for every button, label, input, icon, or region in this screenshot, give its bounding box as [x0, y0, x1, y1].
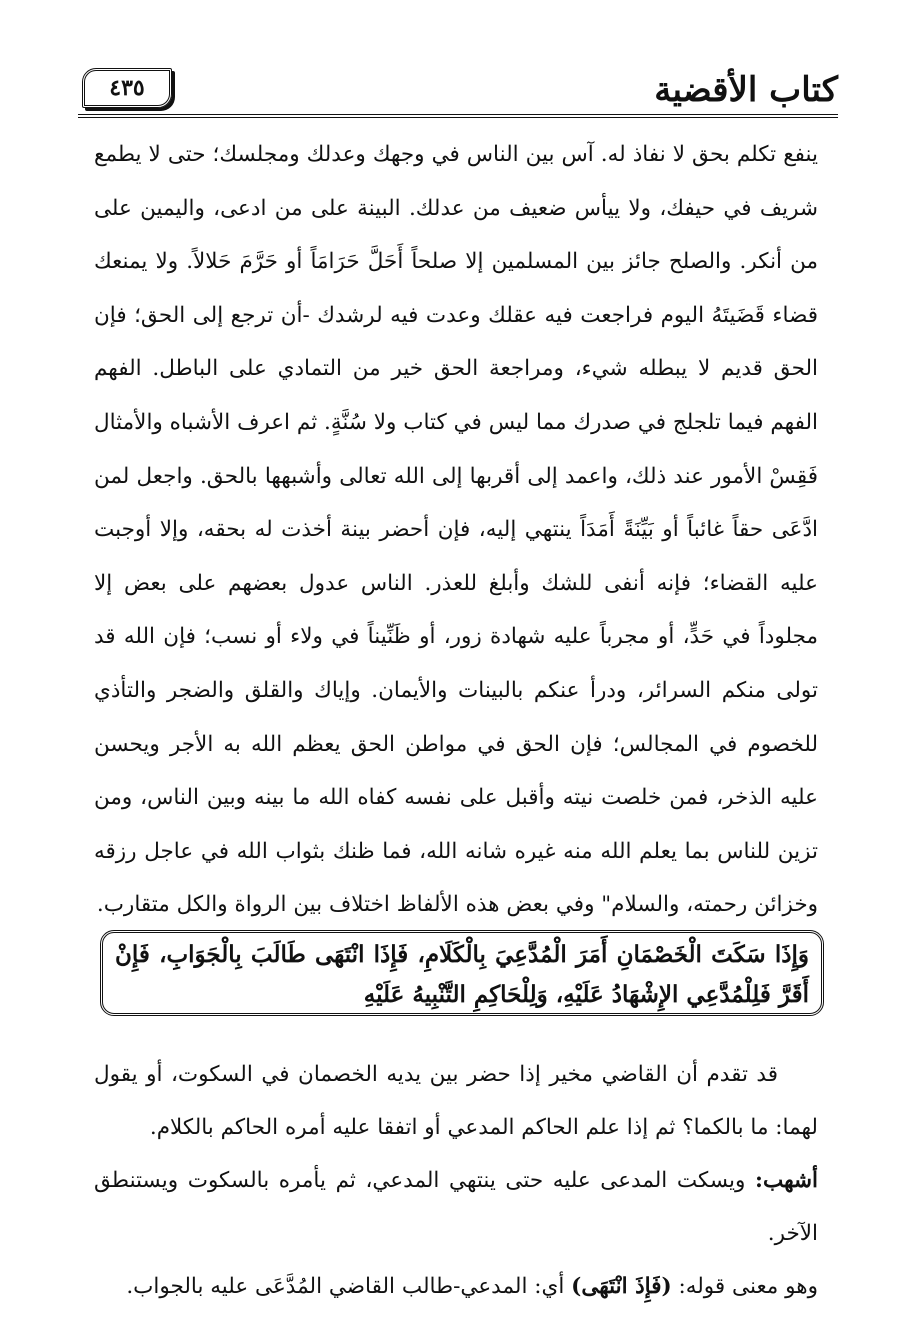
commentary-paragraph-2-text: ويسكت المدعى عليه حتى ينتهي المدعي، ثم يأمره بالسكوت ويستنطق الآخر.: [94, 1168, 818, 1246]
commentary-paragraph-3-tail: أي: المدعي-طالب القاضي المُدَّعَى عليه بالجواب.: [126, 1274, 572, 1299]
page-header: [78, 66, 838, 118]
scholar-label: أشهب:: [755, 1168, 818, 1193]
commentary-paragraph-3-lead: وهو معنى قوله:: [671, 1274, 818, 1299]
main-text-block: [94, 128, 818, 932]
matn-box: [100, 930, 824, 1016]
page-number: ٤٣٥: [82, 68, 172, 108]
main-paragraph: ينفع تكلم بحق لا نفاذ له. آس بين الناس في وجهك وعدلك ومجلسك؛ حتى لا يطمع شريف في حيفك، ولا ييأس ضعيف من عدلك. البينة على من ادعى، واليمين على من أنكر. والصلح جائز بين المسلمين إلا صلحاً أَحَلَّ حَرَامَاً أو حَرَّمَ حَلالاً. ولا يمنعك قضاء قَضَيتَهُ اليوم فراجعت فيه عقلك وعدت فيه لرشدك -أن ترجع إلى الحق؛ فإن الحق قديم لا يبطله شيء، ومراجعة الحق خير من التمادي على الباطل. الفهم الفهم فيما تلجلج في صدرك مما ليس في كتاب ولا سُنَّةٍ. ثم اعرف الأشباه والأمثال فَقِسْ الأمور عند ذلك، واعمد إلى أقربها إلى الله تعالى وأشبهها بالحق. واجعل لمن ادَّعَى حقاً غائباً أو بَيِّنَةً أَمَدَاً ينتهي إليه، فإن أحضر بينة أخذت له بحقه، وإلا أوجبت عليه القضاء؛ فإنه أنفى للشك وأبلغ للعذر. الناس عدول بعضهم على بعض إلا مجلوداً في حَدٍّ، أو مجرباً عليه شهادة زور، أو ظَنِّيناً في ولاء أو نسب؛ فإن الله قد تولى منكم السرائر، ودرأ عنكم بالبينات والأيمان. وإياك والقلق والضجر والتأذي للخصوم في المجالس؛ فإن الحق في مواطن الحق يعظم الله به الأجر ويحسن عليه الذخر، فمن خلصت نيته وأقبل على نفسه كفاه الله ما بينه وبين الناس، ومن تزين للناس بما يعلم الله منه غيره شانه الله، فما ظنك بثواب الله في عاجل رزقه وخزائن رحمته، والسلام" وفي بعض هذه الألفاظ اختلاف بين الرواة والكل متقارب.: [94, 142, 818, 918]
commentary-paragraph-1: قد تقدم أن القاضي مخير إذا حضر بين يديه الخصمان في السكوت، أو يقول لهما: ما بالكما؟ ثم إذا علم الحاكم المدعي أو اتفقا عليه أمره الحاكم بالكلام.: [94, 1062, 818, 1140]
commentary-paragraph-3: [94, 1260, 818, 1313]
quoted-matn: (فَإِذَ انْتَهَى): [571, 1274, 672, 1299]
book-title: كتاب الأقضية: [654, 70, 838, 110]
header-divider: [78, 114, 838, 118]
commentary-paragraph-2: [94, 1154, 818, 1260]
matn-text: وَإِذَا سَكَتَ الْخَصْمَانِ أَمَرَ الْمُدَّعِيَ بِالْكَلَامِ، فَإِذَا انْتَهَى طَالَبَ بِالْجَوَابِ، فَإِنْ أَقَرَّ فَلِلْمُدَّعِي الإِشْهَادُ عَلَيْهِ، وَلِلْحَاكِمِ التَّنْبِيهُ عَلَيْهِ: [115, 941, 809, 1008]
commentary-block: [94, 1048, 818, 1313]
